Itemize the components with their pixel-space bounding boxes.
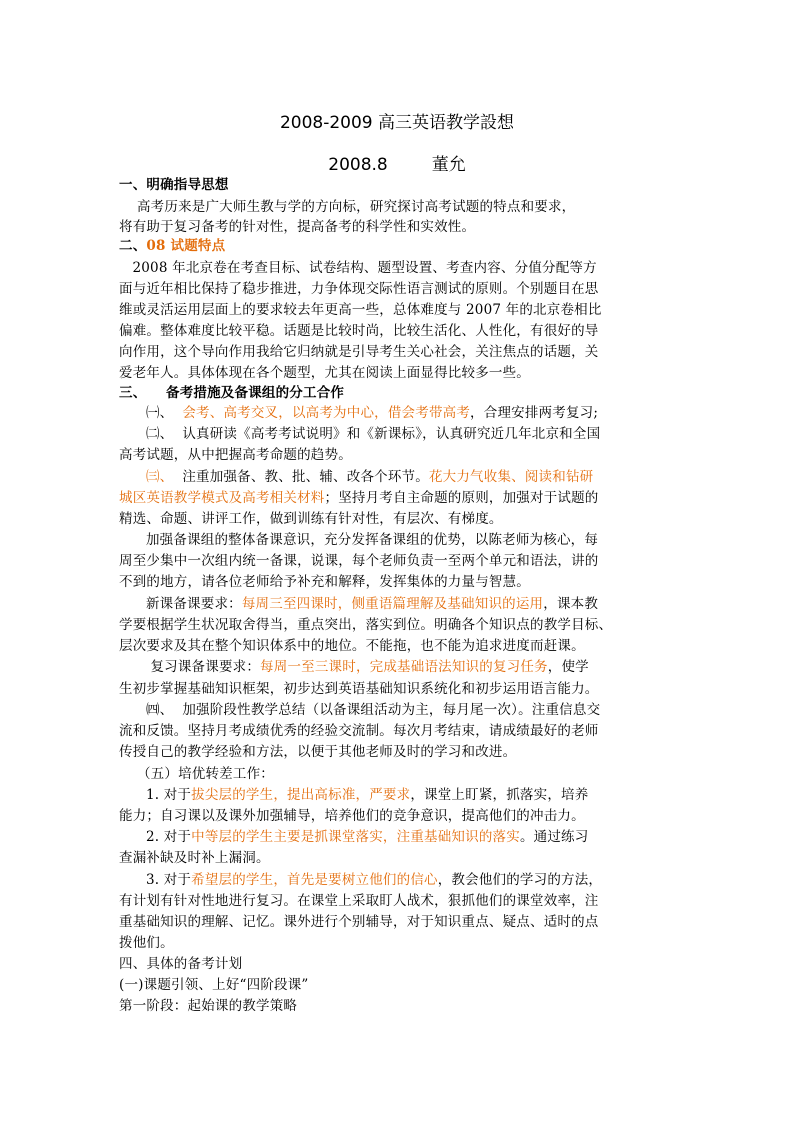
- heading-text: 二、: [119, 238, 147, 254]
- body-text: ，课堂上盯紧，抓落实，培养: [410, 787, 589, 803]
- body-text: 精选、命题、讲评工作，做到训练有针对性，有层次、有梯度。: [119, 511, 503, 527]
- body-line: [119, 808, 679, 824]
- body-line: [119, 323, 679, 339]
- body-text: 新课备课要求：: [119, 596, 242, 612]
- body-text: 四、具体的备考计划: [119, 956, 243, 972]
- body-line: [119, 511, 679, 527]
- body-text: ㈠、: [119, 405, 183, 421]
- body-text: 复习课备课要求：: [119, 659, 261, 675]
- body-text: 第一阶段：起始课的教学策略: [119, 998, 298, 1014]
- body-text: 生初步掌握基础知识框架，初步达到英语基础知识系统化和初步运用语言能力。: [119, 681, 599, 697]
- body-text: 层次要求及其在整个知识体系中的地位。不能拖，也不能为追求进度而赶课。: [119, 638, 585, 654]
- body-line: [119, 596, 679, 612]
- document-title: 2008-2009 高三英语教学設想: [279, 113, 515, 133]
- highlighted-text: 花大力气收集、阅读和钻研: [428, 469, 594, 485]
- body-text: 。通过练习: [519, 829, 589, 845]
- heading-text: 三、 备考措施及备课组的分工合作: [119, 385, 345, 401]
- heading-text: 一、明确指导思想: [119, 177, 229, 193]
- body-line: [119, 385, 679, 401]
- body-line: [119, 935, 679, 951]
- body-text: (一)课题引领、上好“四阶段课”: [119, 977, 309, 993]
- body-text: ，使学: [547, 659, 589, 675]
- document-author: 董允: [431, 155, 466, 175]
- body-text: 不到的地方，请各位老师给予补充和解释，发挥集体的力量与智慧。: [119, 574, 530, 590]
- document-date: 2008.8: [328, 155, 388, 175]
- body-line: [119, 490, 679, 506]
- body-line: [119, 850, 679, 866]
- body-text: ，合理安排两考复习;: [470, 405, 599, 421]
- body-line: [119, 447, 679, 463]
- body-line: [119, 426, 679, 442]
- body-text: 传授自己的教学经验和方法，以便于其他老师及时的学习和改进。: [119, 744, 517, 760]
- highlighted-text: 拔尖层的学生，提出高标准，严要求: [191, 787, 411, 803]
- body-line: [119, 956, 679, 972]
- highlighted-text: 每周一至三课时，完成基础语法知识的复习任务: [260, 659, 548, 675]
- body-text: 高考试题，从中把握高考命题的趋势。: [119, 447, 352, 463]
- body-line: [119, 787, 679, 803]
- body-text: 有计划有针对性地进行复习。在课堂上采取盯人战术，狠抓他们的课堂效率，注: [119, 893, 599, 909]
- body-line: [119, 260, 679, 276]
- body-line: [119, 829, 679, 845]
- body-text: ㈡、 认真研读《高考考试说明》和《新课标》，认真研究近几年北京和全国: [119, 426, 601, 442]
- body-line: [119, 638, 679, 654]
- body-line: [119, 872, 679, 888]
- highlighted-text: 会考、高考交叉，以高考为中心，借会考带高考: [182, 405, 471, 421]
- body-line: [119, 405, 679, 421]
- body-line: [119, 659, 679, 675]
- body-text: 学要根据学生状况取舍得当，重点突出，落实到位。明确各个知识点的教学目标、: [119, 617, 613, 633]
- highlighted-text: 城区英语教学模式及高考相关材料: [119, 490, 325, 506]
- body-line: [119, 219, 679, 235]
- body-line: [119, 574, 679, 590]
- body-text: 周至少集中一次组内统一备课，说课，每个老师负责一至两个单元和语法，讲的: [119, 553, 599, 569]
- date-author-line: [0, 150, 794, 175]
- body-line: [119, 281, 679, 297]
- body-text: 高考历来是广大师生教与学的方向标，研究探讨高考试题的特点和要求，: [119, 199, 576, 215]
- body-line: [119, 681, 679, 697]
- body-text: 1. 对于: [119, 787, 192, 803]
- body-text: 重基础知识的理解、记忆。课外进行个别辅导，对于知识重点、疑点、适时的点: [119, 914, 599, 930]
- body-text: 爱老年人。具体体现在各个题型，尤其在阅读上面显得比较多一些。: [119, 365, 530, 381]
- body-text: 偏难。整体难度比较平稳。话题是比较时尚，比较生活化、人性化，有很好的导: [119, 323, 599, 339]
- body-text: 将有助于复习备考的针对性，提高备考的科学性和实效性。: [119, 219, 476, 235]
- body-line: [119, 723, 679, 739]
- body-text: 流和反馈。坚持月考成绩优秀的经验交流制。每次月考结束，请成绩最好的老师: [119, 723, 599, 739]
- body-text: ；坚持月考自主命题的原则，加强对于试题的: [324, 490, 599, 506]
- body-text: 查漏补缺及时补上漏洞。: [119, 850, 270, 866]
- body-text: [119, 469, 146, 485]
- body-text: 注重加强备、教、批、辅、改各个环节。: [173, 469, 429, 485]
- body-line: [119, 914, 679, 930]
- body-text: 能力；自习课以及课外加强辅导，培养他们的竞争意识，提高他们的冲击力。: [119, 808, 585, 824]
- body-text: 拨他们。: [119, 935, 174, 951]
- body-text: ，教会他们的学习的方法，: [437, 872, 603, 888]
- body-line: [119, 344, 679, 360]
- body-line: [119, 238, 679, 254]
- body-line: [119, 553, 679, 569]
- body-text: 3. 对于: [119, 872, 192, 888]
- body-text: ，课本教: [543, 596, 599, 612]
- body-text: （五）培优转差工作：: [119, 766, 274, 782]
- highlighted-text: 中等层的学生主要是抓课堂落实，注重基础知识的落实: [191, 829, 520, 845]
- body-line: [119, 199, 679, 215]
- body-line: [119, 177, 679, 193]
- body-line: [119, 617, 679, 633]
- body-text: ㈣、 加强阶段性教学总结（以备课组活动为主，每月尾一次）。注重信息交: [119, 702, 601, 718]
- body-line: [119, 766, 679, 782]
- highlighted-text: 希望层的学生，首先是要树立他们的信心: [191, 872, 438, 888]
- highlighted-text: 每周三至四课时，侧重语篇理解及基础知识的运用: [241, 596, 544, 612]
- body-line: [119, 977, 679, 993]
- body-line: [119, 532, 679, 548]
- body-text: 2. 对于: [119, 829, 192, 845]
- body-line: [119, 702, 679, 718]
- highlighted-text: ㈢、: [145, 469, 174, 485]
- body-text: 2008 年北京卷在考查目标、试卷结构、题型设置、考查内容、分值分配等方: [119, 260, 597, 276]
- body-line: [119, 893, 679, 909]
- body-text: 向作用，这个导向作用我给它归纳就是引导考生关心社会，关注焦点的话题，关: [119, 344, 599, 360]
- body-line: [119, 365, 679, 381]
- body-text: 加强备课组的整体备课意识，充分发挥备课组的优势，以陈老师为核心，每: [119, 532, 599, 548]
- body-line: [119, 998, 679, 1014]
- body-line: [119, 744, 679, 760]
- body-text: 维或灵活运用层面上的要求较去年更高一些，总体难度与 2007 年的北京卷相比: [119, 302, 602, 318]
- highlighted-text: 08 试题特点: [146, 238, 226, 254]
- body-text: 面与近年相比保持了稳步推进，力争体现交际性语言测试的原则。个别题目在思: [119, 281, 599, 297]
- body-line: [119, 302, 679, 318]
- body-line: [119, 469, 679, 485]
